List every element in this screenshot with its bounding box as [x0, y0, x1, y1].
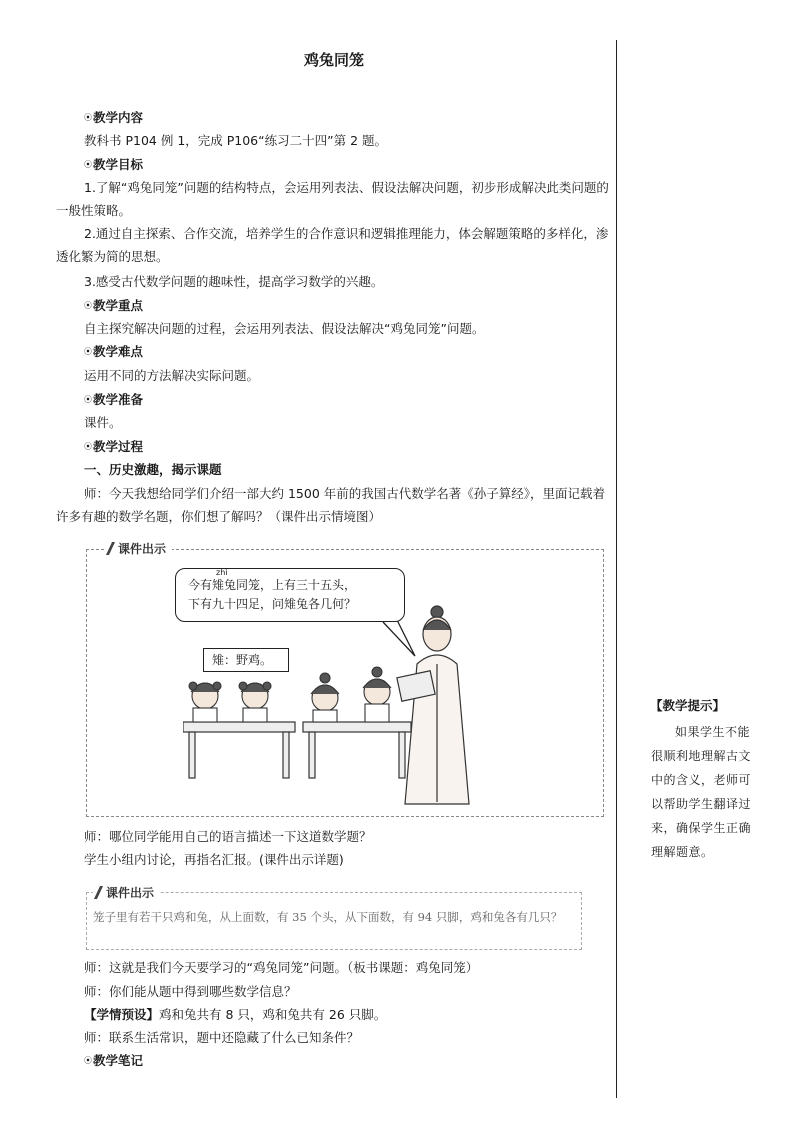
- bullet-icon: ⦿: [84, 442, 92, 451]
- preset-label: 【学情预设】: [84, 1007, 160, 1022]
- heading-key: [56, 296, 640, 315]
- preset-line: [56, 1005, 612, 1024]
- heading-notes: [56, 1051, 640, 1070]
- slash-icon: [106, 542, 115, 555]
- sidebar-text: 如果学生不能很顺利地理解古文中的含义，老师可以帮助学生翻译过来，确保学生正确理解题意。: [651, 725, 752, 859]
- teacher-line-2: 师：哪位同学能用自己的语言描述一下这道数学题？: [84, 829, 372, 844]
- bullet-icon: ⦿: [84, 1056, 92, 1065]
- column-divider: [616, 40, 617, 1098]
- bubble-line-1: 今有雉兔同笼，上有三十五头，: [188, 578, 357, 592]
- teacher-line-4: 师：你们能从题中得到哪些数学信息？: [84, 984, 297, 999]
- teacher-line-1: 师：今天我想给同学们介绍一部大约 1500 年前的我国古代数学名著《孙子算经》，里面记载着许多有趣的数学名题，你们想了解吗？（课件出示情境图）: [56, 486, 606, 524]
- bubble-line-2: 下有九十四足，问雉兔各几何？: [188, 597, 357, 611]
- teacher-line-5: 师：联系生活常识，题中还隐藏了什么已知条件？: [84, 1030, 360, 1045]
- goal-3: 3.感受古代数学问题的趣味性，提高学习数学的兴趣。: [84, 274, 384, 289]
- problem-text: 笼子里有若干只鸡和兔，从上面数，有 35 个头，从下面数，有 94 只脚，鸡和兔各有几只？: [93, 910, 563, 924]
- student-line-1: 学生小组内讨论，再指名汇报。(课件出示详题): [84, 852, 344, 867]
- courseware-box-scene: [86, 542, 604, 817]
- step-1-heading: 一、历史激趣，揭示课题: [84, 462, 222, 477]
- bullet-icon: ⦿: [84, 160, 92, 169]
- bullet-icon: ⦿: [84, 301, 92, 310]
- sidebar-title: 【教学提示】: [650, 698, 726, 713]
- teacher-line-3: 师：这就是我们今天要学习的“鸡兔同笼”问题。（板书课题：鸡兔同笼）: [84, 960, 479, 975]
- goal-2: 2.通过自主探索、合作交流，培养学生的合作意识和逻辑推理能力，体会解题策略的多样化，渗透化繁为简的思想。: [56, 226, 609, 264]
- pinyin-annotation: zhì: [216, 568, 228, 577]
- bullet-icon: ⦿: [84, 113, 92, 122]
- desks: [183, 722, 411, 778]
- teacher-figure: [397, 606, 469, 804]
- heading-process: [56, 437, 640, 456]
- difficulty-text: 运用不同的方法解决实际问题。: [84, 368, 260, 383]
- key-text: 自主探究解决问题的过程，会运用列表法、假设法解决“鸡兔同笼”问题。: [84, 321, 485, 336]
- heading-prep: [56, 390, 640, 409]
- heading-text: 教学目标: [93, 157, 144, 172]
- prep-text: 课件。: [84, 415, 122, 430]
- heading-goals: [56, 155, 640, 174]
- heading-difficulty: [56, 342, 640, 361]
- heading-text: 教学重点: [93, 298, 144, 313]
- courseware-label: [105, 540, 172, 557]
- heading-text: 教学过程: [93, 439, 144, 454]
- heading-text: 教学内容: [93, 110, 144, 125]
- slash-icon: [94, 886, 103, 899]
- courseware-label-text: 课件出示: [118, 542, 167, 556]
- content-text: 教科书 P104 例 1，完成 P106“练习二十四”第 2 题。: [84, 133, 387, 148]
- heading-text: 教学准备: [93, 392, 144, 407]
- heading-content: [56, 108, 640, 127]
- courseware-box-problem: [86, 886, 582, 950]
- vocab-note: 雉：野鸡。: [203, 648, 289, 672]
- goal-1: 1.了解“鸡兔同笼”问题的结构特点，会运用列表法、假设法解决问题，初步形成解决此类问题的一般性策略。: [56, 180, 609, 218]
- bullet-icon: ⦿: [84, 347, 92, 356]
- courseware-label: [93, 884, 160, 901]
- bullet-icon: ⦿: [84, 395, 92, 404]
- students: [189, 667, 391, 722]
- speech-bubble: [175, 568, 405, 622]
- heading-text: 教学难点: [93, 344, 144, 359]
- preset-text: 鸡和兔共有 8 只，鸡和兔共有 26 只脚。: [159, 1007, 387, 1022]
- page-title: 鸡兔同笼: [303, 51, 364, 69]
- courseware-label-text: 课件出示: [106, 886, 155, 900]
- heading-text: 教学笔记: [93, 1053, 144, 1068]
